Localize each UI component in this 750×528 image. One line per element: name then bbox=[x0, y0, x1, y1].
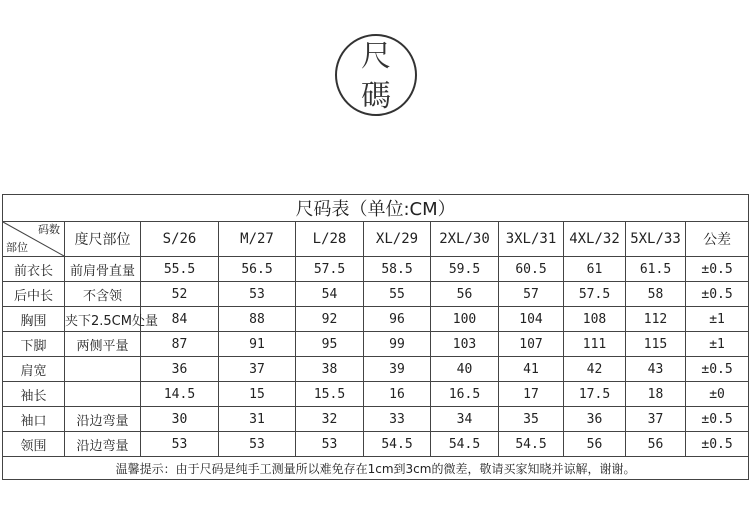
table-row bbox=[3, 282, 749, 307]
size-value-cell: 57.5 bbox=[296, 257, 364, 282]
size-value-cell: 32 bbox=[296, 407, 364, 432]
size-value-cell: 88 bbox=[219, 307, 296, 332]
body-part-cell: 胸围 bbox=[3, 307, 65, 332]
tolerance-cell: ±0.5 bbox=[686, 407, 749, 432]
size-value-cell: 91 bbox=[219, 332, 296, 357]
size-value-cell: 17 bbox=[499, 382, 564, 407]
table-row bbox=[3, 307, 749, 332]
size-value-cell: 54 bbox=[296, 282, 364, 307]
measure-method-cell bbox=[65, 382, 141, 407]
size-value-cell: 39 bbox=[364, 357, 431, 382]
logo-top-char: 尺 bbox=[361, 39, 391, 74]
body-part-cell: 领围 bbox=[3, 432, 65, 457]
size-value-cell: 54.5 bbox=[499, 432, 564, 457]
body-part-cell: 前衣长 bbox=[3, 257, 65, 282]
size-value-cell: 56 bbox=[564, 432, 626, 457]
size-value-cell: 99 bbox=[364, 332, 431, 357]
size-value-cell: 16.5 bbox=[431, 382, 499, 407]
tolerance-cell: ±0.5 bbox=[686, 357, 749, 382]
size-value-cell: 111 bbox=[564, 332, 626, 357]
size-value-cell: 100 bbox=[431, 307, 499, 332]
size-value-cell: 15 bbox=[219, 382, 296, 407]
size-logo-seal bbox=[333, 32, 419, 118]
size-value-cell: 55.5 bbox=[141, 257, 219, 282]
table-note-row bbox=[3, 457, 749, 480]
size-value-cell: 43 bbox=[626, 357, 686, 382]
size-value-cell: 56 bbox=[431, 282, 499, 307]
size-value-cell: 56 bbox=[626, 432, 686, 457]
size-value-cell: 35 bbox=[499, 407, 564, 432]
size-header: 5XL/33 bbox=[626, 222, 686, 257]
size-value-cell: 103 bbox=[431, 332, 499, 357]
body-part-cell: 袖口 bbox=[3, 407, 65, 432]
size-header: M/27 bbox=[219, 222, 296, 257]
size-value-cell: 115 bbox=[626, 332, 686, 357]
size-value-cell: 61 bbox=[564, 257, 626, 282]
size-value-cell: 38 bbox=[296, 357, 364, 382]
size-chart-table bbox=[2, 194, 749, 480]
size-value-cell: 53 bbox=[219, 432, 296, 457]
size-value-cell: 37 bbox=[219, 357, 296, 382]
tolerance-cell: ±0.5 bbox=[686, 432, 749, 457]
size-value-cell: 108 bbox=[564, 307, 626, 332]
measurement-note: 温馨提示：由于尺码是纯手工测量所以难免存在1cm到3cm的微差，敬请买家知晓并谅解，谢谢。 bbox=[3, 457, 749, 480]
table-row bbox=[3, 257, 749, 282]
measure-method-cell: 前肩骨直量 bbox=[65, 257, 141, 282]
size-header: 3XL/31 bbox=[499, 222, 564, 257]
size-value-cell: 95 bbox=[296, 332, 364, 357]
corner-size-label: 码数 bbox=[38, 223, 60, 236]
measure-method-cell: 不含领 bbox=[65, 282, 141, 307]
body-part-cell: 袖长 bbox=[3, 382, 65, 407]
corner-part-label: 部位 bbox=[6, 241, 28, 254]
size-value-cell: 15.5 bbox=[296, 382, 364, 407]
tolerance-cell: ±0.5 bbox=[686, 257, 749, 282]
table-row bbox=[3, 357, 749, 382]
tolerance-cell: ±1 bbox=[686, 307, 749, 332]
size-value-cell: 14.5 bbox=[141, 382, 219, 407]
size-value-cell: 61.5 bbox=[626, 257, 686, 282]
size-value-cell: 52 bbox=[141, 282, 219, 307]
table-header-row bbox=[3, 222, 749, 257]
size-value-cell: 104 bbox=[499, 307, 564, 332]
size-value-cell: 40 bbox=[431, 357, 499, 382]
size-value-cell: 112 bbox=[626, 307, 686, 332]
size-value-cell: 57.5 bbox=[564, 282, 626, 307]
logo-bottom-char: 碼 bbox=[361, 79, 391, 114]
size-value-cell: 57 bbox=[499, 282, 564, 307]
corner-header-cell bbox=[3, 222, 65, 257]
size-value-cell: 34 bbox=[431, 407, 499, 432]
size-header: L/28 bbox=[296, 222, 364, 257]
body-part-cell: 下脚 bbox=[3, 332, 65, 357]
size-value-cell: 54.5 bbox=[364, 432, 431, 457]
size-value-cell: 42 bbox=[564, 357, 626, 382]
tolerance-cell: ±0.5 bbox=[686, 282, 749, 307]
size-value-cell: 53 bbox=[296, 432, 364, 457]
table-title-row bbox=[3, 195, 749, 222]
tolerance-cell: ±1 bbox=[686, 332, 749, 357]
size-value-cell: 59.5 bbox=[431, 257, 499, 282]
size-value-cell: 56.5 bbox=[219, 257, 296, 282]
size-header: XL/29 bbox=[364, 222, 431, 257]
tolerance-cell: ±0 bbox=[686, 382, 749, 407]
size-value-cell: 60.5 bbox=[499, 257, 564, 282]
size-value-cell: 33 bbox=[364, 407, 431, 432]
body-part-cell: 后中长 bbox=[3, 282, 65, 307]
measure-method-cell bbox=[65, 357, 141, 382]
size-value-cell: 55 bbox=[364, 282, 431, 307]
measure-method-cell: 两侧平量 bbox=[65, 332, 141, 357]
table-title: 尺码表（单位:CM） bbox=[3, 195, 749, 222]
size-value-cell: 18 bbox=[626, 382, 686, 407]
size-value-cell: 16 bbox=[364, 382, 431, 407]
size-header: S/26 bbox=[141, 222, 219, 257]
size-value-cell: 92 bbox=[296, 307, 364, 332]
size-value-cell: 36 bbox=[141, 357, 219, 382]
table-row bbox=[3, 432, 749, 457]
tolerance-header: 公差 bbox=[686, 222, 749, 257]
measure-method-header: 度尺部位 bbox=[65, 222, 141, 257]
size-value-cell: 30 bbox=[141, 407, 219, 432]
body-part-cell: 肩宽 bbox=[3, 357, 65, 382]
size-value-cell: 84 bbox=[141, 307, 219, 332]
measure-method-cell: 夹下2.5CM处量 bbox=[65, 307, 141, 332]
size-value-cell: 41 bbox=[499, 357, 564, 382]
size-value-cell: 53 bbox=[141, 432, 219, 457]
measure-method-cell: 沿边弯量 bbox=[65, 407, 141, 432]
size-value-cell: 31 bbox=[219, 407, 296, 432]
table-row bbox=[3, 382, 749, 407]
size-header: 2XL/30 bbox=[431, 222, 499, 257]
size-value-cell: 36 bbox=[564, 407, 626, 432]
table-row bbox=[3, 332, 749, 357]
table-row bbox=[3, 407, 749, 432]
size-value-cell: 107 bbox=[499, 332, 564, 357]
size-value-cell: 54.5 bbox=[431, 432, 499, 457]
size-value-cell: 87 bbox=[141, 332, 219, 357]
size-value-cell: 58.5 bbox=[364, 257, 431, 282]
size-value-cell: 37 bbox=[626, 407, 686, 432]
size-header: 4XL/32 bbox=[564, 222, 626, 257]
size-value-cell: 58 bbox=[626, 282, 686, 307]
size-value-cell: 53 bbox=[219, 282, 296, 307]
measure-method-cell: 沿边弯量 bbox=[65, 432, 141, 457]
size-value-cell: 96 bbox=[364, 307, 431, 332]
size-value-cell: 17.5 bbox=[564, 382, 626, 407]
